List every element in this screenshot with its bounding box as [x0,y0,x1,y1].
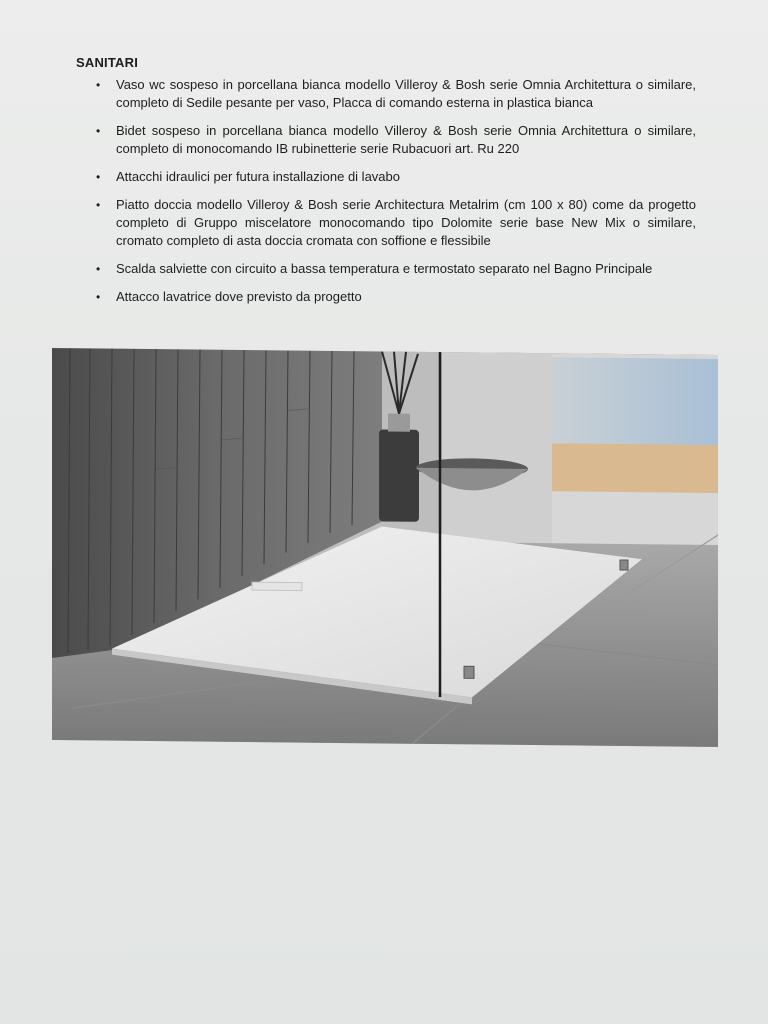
list-item [90,168,696,186]
bullet-icon: • [96,262,101,276]
bullet-icon: • [96,290,101,304]
list-item [90,260,696,278]
sanitari-list [90,76,696,316]
list-item-text: Vaso wc sospeso in porcellana bianca modello Villeroy & Bosh serie Omnia Architettura o similare, completo di Sedile pesante per vaso, Placca di comando esterna in plastica bianca [116,77,696,110]
list-item [90,196,696,250]
shower-tray-photo [52,348,718,747]
list-item [90,288,696,306]
list-item-text: Attacchi idraulici per futura installazione di lavabo [116,169,400,184]
list-item [90,76,696,112]
list-item [90,122,696,158]
section-heading: SANITARI [76,55,139,70]
shower-tray-illustration [52,348,718,747]
bullet-icon: • [96,124,101,138]
list-item-text: Scalda salviette con circuito a bassa temperatura e termostato separato nel Bagno Principale [116,261,653,276]
bullet-icon: • [96,170,101,184]
list-item-text: Bidet sospeso in porcellana bianca modello Villeroy & Bosh serie Omnia Architettura o similare, completo di monocomando IB rubinetterie serie Rubacuori art. Ru 220 [116,123,696,156]
bullet-icon: • [96,78,101,92]
bullet-icon: • [96,198,101,212]
list-item-text: Attacco lavatrice dove previsto da progetto [116,289,362,304]
list-item-text: Piatto doccia modello Villeroy & Bosh serie Architectura Metalrim (cm 100 x 80) come da progetto completo di Gruppo miscelatore monocomando tipo Dolomite serie base New Mix o similare, cromato completo di asta doccia cromata con soffione e flessibile [116,197,696,248]
